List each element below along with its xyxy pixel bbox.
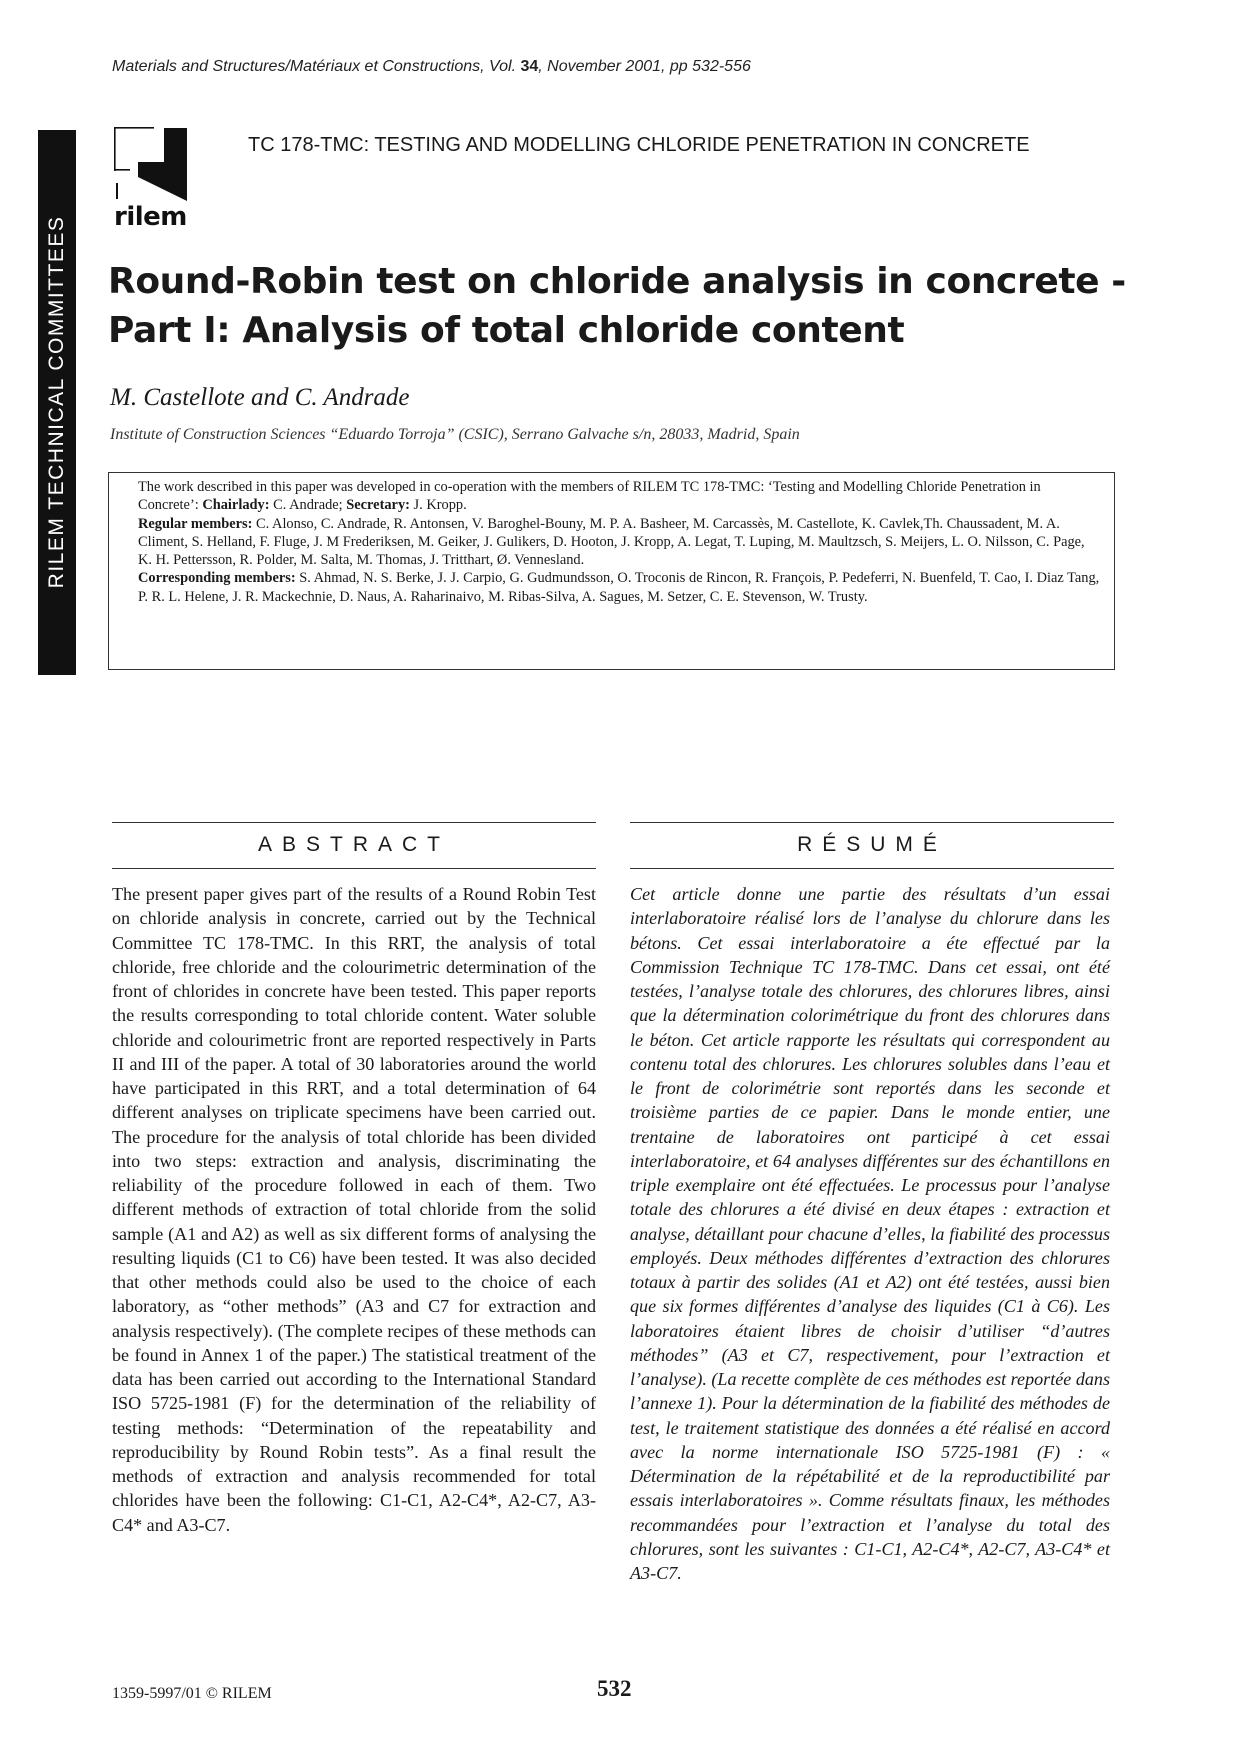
secretary-name: J. Kropp. [413, 497, 467, 514]
committee-heading: TC 178-TMC: TESTING AND MODELLING CHLORIDE PENETRATION IN CONCRETE [248, 134, 1030, 156]
issue-info: , November 2001, pp 532-556 [538, 58, 751, 75]
rilem-logo [112, 125, 206, 243]
committee-box-text [138, 478, 1100, 606]
resume-text: Cet article donne une partie des résultats d’un essai interlaboratoire réalisé lors de l’analyse du chlorure dans les bétons. Cet essai interlaboratoire a éte effectué par la Commission Technique TC 178-TMC. Dans cet essai, ont été testées, l’analyse totale des chlorures, des chlorures libres, ainsi que la détermination colorimétrique du front des chlorures dans le béton. Cet article rapporte les résultats qui correspondent au contenu total des chlorures. Les chlorures solubles dans l’eau et le front de colorimétrie sont reportés dans les seconde et troisième parties de ce papier. Dans le monde entier, une trentaine de laboratoires ont participé à cet essai interlaboratoire, et 64 analyses différentes sur des échantillons en triple exemplaire ont été effectuées. Le processus pour l’analyse totale des chlorures a été divisé en deux étapes : extraction et analyse, détaillant pour chacune d’elles, la fiabilité des processus employés. Deux méthodes différentes d’extraction des chlorures totaux à partir des solides (A1 et A2) ont été testées, aussi bien que six formes différentes d’analyse des liquides (C1 à C6). Les laboratoires étaient libres de choisir d’utiliser “d’autres méthodes” (A3 et C7, respectivement, pour l’extraction et l’analyse). (La recette complète de ces méthodes est reportée dans l’annexe 1). Pour la détermination de la fiabilité des méthodes de test, le traitement statistique des données a été réalisé en accord avec la norme internationale ISO 5725-1981 (F) : « Détermination de la répétabilité et de la reproductibilité par essais interlaboratoires ». Comme résultats finaux, les méthodes recommandées pour l’extraction et l’analyse du total des chlorures, sont les suivantes : C1-C1, A2-C4*, A2-C7, A3-C4* et A3-C7. [630, 884, 1110, 1583]
volume-number: 34 [520, 58, 539, 75]
committee-intro [138, 478, 1100, 515]
abstract-heading: ABSTRACT [257, 833, 450, 856]
affiliation: Institute of Construction Sciences “Eduardo Torroja” (CSIC), Serrano Galvache s/n, 28033, Madrid, Spain [110, 426, 800, 443]
resume-heading: RÉSUMÉ [797, 833, 947, 856]
sidebar-label: RILEM TECHNICAL COMMITTEES [45, 215, 68, 589]
rilem-logo-mark [112, 125, 206, 243]
issn-copyright: 1359-5997/01 © RILEM [112, 1685, 272, 1702]
abstract-text: The present paper gives part of the results of a Round Robin Test on chloride analysis in concrete, carried out by the Technical Committee TC 178-TMC. In this RRT, the analysis of total chloride, free chloride and the colourimetric determination of the front of chlorides in concrete have been tested. This paper reports the results corresponding to total chloride content. Water soluble chloride and colourimetric front are reported respectively in Parts II and III of the paper. A total of 30 laboratories around the world have participated in this RRT, and a total determination of 64 different analyses on triplicate specimens have been carried out. The procedure for the analysis of total chloride has been divided into two steps: extraction and analysis, discriminating the reliability of the procedure followed in each of them. Two different methods of extraction of total chloride from the solid sample (A1 and A2) as well as six different forms of analysing the resulting liquids (C1 to C6) have been tested. It was also decided that other methods could also be used to the choice of each laboratory, as “other methods” (A3 and C7 for extraction and analysis respectively). (The complete recipes of these methods can be found in Annex 1 of the paper.) The statistical treatment of the data has been carried out according to the International Standard ISO 5725-1981 (F) for the determination of the reliability of testing methods: “Determination of the repeatability and reproducibility by Round Robin tests”. As a final result the methods of extraction and analysis recommended for total chlorides have been the following: C1-C1, A2-C4*, A2-C7, A3-C4* and A3-C7. [112, 884, 596, 1535]
chair-label: Chairlady: [202, 497, 270, 514]
resume-bottom-rule [630, 868, 1114, 869]
journal-name: Materials and Structures/Matériaux et Constructions [112, 58, 481, 75]
abstract-top-rule [112, 822, 596, 823]
corresponding-label: Corresponding members: [138, 570, 296, 587]
section-sidebar [38, 130, 76, 675]
regular-list: C. Alonso, C. Andrade, R. Antonsen, V. Baroghel-Bouny, M. P. A. Basheer, M. Carcassès, M. Castellote, K. Cavlek,Th. Chaussadent, M. A. Climent, S. Helland, F. Fluge, J. M Frederiksen, M. Geiker, J. Gulikers, D. Hooton, J. Kropp, A. Legat, T. Luping, M. Maultzsch, S. Meijers, L. O. Nilsson, C. Page, K. H. Pettersson, R. Polder, M. Salta, M. Thomas, J. Tritthart, Ø. Vennesland. [138, 515, 1085, 569]
regular-members [138, 515, 1100, 570]
paper-title [108, 257, 1208, 355]
volume-label: , Vol. [480, 58, 517, 75]
chair-name: C. Andrade; [273, 497, 343, 514]
resume-top-rule [630, 822, 1114, 823]
title-line-2: Part I: Analysis of total chloride content [108, 310, 905, 351]
title-line-1: Round-Robin test on chloride analysis in concrete - [108, 261, 1126, 302]
corresponding-members [138, 569, 1100, 606]
secretary-label: Secretary: [346, 497, 410, 514]
corresponding-list: S. Ahmad, N. S. Berke, J. J. Carpio, G. Gudmundsson, O. Troconis de Rincon, R. François, P. Pedeferri, N. Buenfeld, T. Cao, I. Diaz Tang, P. R. L. Helene, J. R. Mackechnie, D. Naus, A. Raharinaivo, M. Ribas-Silva, A. Sagues, M. Setzer, C. E. Stevenson, W. Trusty. [138, 570, 1100, 605]
page-number: 532 [597, 1676, 632, 1701]
authors: M. Castellote and C. Andrade [110, 384, 410, 411]
intro-text: The work described in this paper was developed in co-operation with the members of RILEM TC 178-TMC: ‘Testing and Modelling Chloride Penetration in Concrete’: [138, 479, 1041, 514]
logo-wordmark: rilem [114, 202, 187, 232]
abstract-bottom-rule [112, 868, 596, 869]
regular-label: Regular members: [138, 515, 253, 532]
running-header [112, 58, 751, 76]
